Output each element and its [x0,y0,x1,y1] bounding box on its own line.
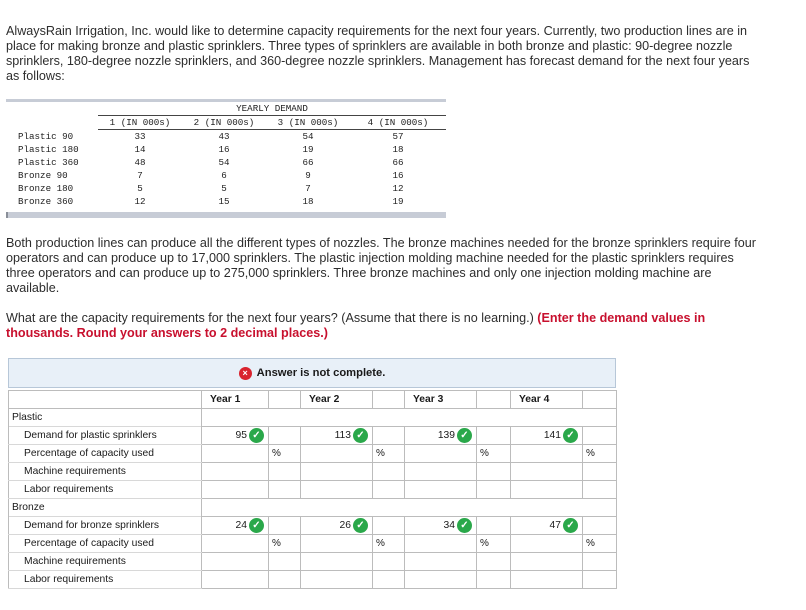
plastic-demand-year-4-input[interactable] [511,427,583,445]
bronze-labor-year-1-input[interactable] [202,571,269,589]
question-text [6,311,766,341]
row-label: Machine requirements [9,553,202,571]
bronze-pct-row [9,535,617,553]
plastic-pct-row [9,445,617,463]
plastic-machine-year-2-input[interactable] [301,463,373,481]
row-label: Bronze 90 [18,170,68,181]
plastic-labor-year-4-input[interactable] [511,481,583,499]
plastic-demand-year-1-input[interactable] [202,427,269,445]
instruction: (Enter the demand values in thousands. Round your answers to 2 decimal places.) [6,311,706,340]
cell: 48 [134,157,146,168]
cell: 54 [302,131,314,142]
cell: 33 [134,131,146,142]
incomplete-x-icon: × [239,367,252,380]
plastic-machine-year-4-input[interactable] [511,463,583,481]
bronze-machine-year-1-input[interactable] [202,553,269,571]
row-label: Bronze 360 [18,196,74,207]
bronze-labor-row [9,571,617,589]
value: 113 [334,430,351,442]
col-header-1: 1 (IN 000s) [98,116,182,130]
plastic-section-title: Plastic [9,409,202,427]
cell: 66 [392,157,404,168]
row-label: Bronze 180 [18,183,74,194]
col-header-3: 3 (IN 000s) [266,116,350,130]
bronze-labor-year-4-input[interactable] [511,571,583,589]
plastic-labor-year-3-input[interactable] [405,481,477,499]
check-icon: ✓ [457,428,472,443]
percent-sign: % [269,535,301,553]
row-label: Demand for plastic sprinklers [9,427,202,445]
question: What are the capacity requirements for the next four years? (Assume that there is no learning.) [6,311,534,325]
year-2-header: Year 2 [301,391,373,409]
plastic-pct-year-4-input[interactable] [511,445,583,463]
table-row [6,195,446,208]
row-label: Machine requirements [9,463,202,481]
cell: 5 [137,183,143,194]
plastic-machine-year-1-input[interactable] [202,463,269,481]
percent-sign: % [477,535,511,553]
answer-panel [8,358,616,589]
table-bottom-rule [6,212,446,218]
plastic-demand-year-2-input[interactable] [301,427,373,445]
cell: 19 [392,196,404,207]
table-row [6,130,446,144]
percent-sign: % [583,445,617,463]
row-label: Percentage of capacity used [9,445,202,463]
cell: 16 [218,144,230,155]
year-3-header: Year 3 [405,391,477,409]
plastic-machine-row [9,463,617,481]
row-label: Percentage of capacity used [9,535,202,553]
demand-table [6,99,446,218]
bronze-labor-year-3-input[interactable] [405,571,477,589]
check-icon: ✓ [353,518,368,533]
bronze-pct-year-3-input[interactable] [405,535,477,553]
bronze-machine-year-3-input[interactable] [405,553,477,571]
bronze-labor-year-2-input[interactable] [301,571,373,589]
percent-sign: % [269,445,301,463]
value: 139 [437,430,455,442]
table-row [6,169,446,182]
bronze-pct-year-2-input[interactable] [301,535,373,553]
check-icon: ✓ [353,428,368,443]
cell: 7 [305,183,311,194]
bronze-demand-row [9,517,617,535]
value: 47 [549,520,561,532]
check-icon: ✓ [563,428,578,443]
year-4-header: Year 4 [511,391,583,409]
cell: 16 [392,170,404,181]
value: 141 [543,430,561,442]
table-row [6,182,446,195]
percent-sign: % [583,535,617,553]
bronze-demand-year-4-input[interactable] [511,517,583,535]
col-header-2: 2 (IN 000s) [182,116,266,130]
percent-sign: % [373,535,405,553]
row-label: Labor requirements [9,481,202,499]
check-icon: ✓ [563,518,578,533]
table-row [6,143,446,156]
row-label: Labor requirements [9,571,202,589]
bronze-machine-year-2-input[interactable] [301,553,373,571]
year-1-header: Year 1 [202,391,269,409]
plastic-labor-year-2-input[interactable] [301,481,373,499]
cell: 6 [221,170,227,181]
row-label: Demand for bronze sprinklers [9,517,202,535]
bronze-demand-year-2-input[interactable] [301,517,373,535]
cell: 12 [134,196,146,207]
cell: 9 [305,170,311,181]
cell: 57 [392,131,404,142]
bronze-demand-year-3-input[interactable] [405,517,477,535]
value: 24 [235,520,247,532]
plastic-demand-row [9,427,617,445]
cell: 66 [302,157,314,168]
plastic-labor-year-1-input[interactable] [202,481,269,499]
plastic-pct-year-2-input[interactable] [301,445,373,463]
row-label: Plastic 90 [18,130,74,142]
answer-status-banner [8,358,616,388]
cell: 54 [218,157,230,168]
bronze-pct-year-4-input[interactable] [511,535,583,553]
percent-sign: % [373,445,405,463]
bronze-machine-row [9,553,617,571]
cell: 43 [218,131,230,142]
table-row [6,156,446,169]
plastic-pct-year-1-input[interactable] [202,445,269,463]
bronze-demand-year-1-input[interactable] [202,517,269,535]
bronze-machine-year-4-input[interactable] [511,553,583,571]
problem-intro: AlwaysRain Irrigation, Inc. would like to determine capacity requirements for the next four years. Currently, two production lines are in place for making bronze and plastic sprinklers. Three types of sprinklers are available in both bronze and plastic: 90-degree nozzle sprinklers, 180-degree nozzle sprinklers, and 360-degree nozzle sprinklers. Management has forecast demand for the next four years as follows: [6,24,750,83]
bronze-section-title: Bronze [9,499,202,517]
cell: 14 [134,144,146,155]
plastic-machine-year-3-input[interactable] [405,463,477,481]
percent-sign: % [477,445,511,463]
value: 34 [443,520,455,532]
value: 95 [235,430,247,442]
yearly-demand-header: YEARLY DEMAND [98,102,446,116]
cell: 15 [218,196,230,207]
cell: 18 [392,144,404,155]
plastic-pct-year-3-input[interactable] [405,445,477,463]
problem-constraints: Both production lines can produce all the different types of nozzles. The bronze machines needed for the bronze sprinklers require four operators and can produce up to 17,000 sprinklers. The plastic injection molding machine needed for the plastic sprinklers requires three operators and can produce up to 275,000 sprinklers. Three bronze machines and only one injection molding machine are available. [6,236,757,295]
cell: 19 [302,144,314,155]
row-label: Plastic 360 [18,157,79,168]
bronze-pct-year-1-input[interactable] [202,535,269,553]
cell: 5 [221,183,227,194]
answer-status: Answer is not complete. [256,367,386,379]
answer-grid [8,390,617,589]
row-label: Plastic 180 [18,144,79,155]
check-icon: ✓ [457,518,472,533]
cell: 18 [302,196,314,207]
plastic-demand-year-3-input[interactable] [405,427,477,445]
col-header-4: 4 (IN 000s) [350,116,446,130]
check-icon: ✓ [249,518,264,533]
cell: 7 [137,170,143,181]
value: 26 [339,520,351,532]
plastic-labor-row [9,481,617,499]
cell: 12 [392,183,404,194]
check-icon: ✓ [249,428,264,443]
